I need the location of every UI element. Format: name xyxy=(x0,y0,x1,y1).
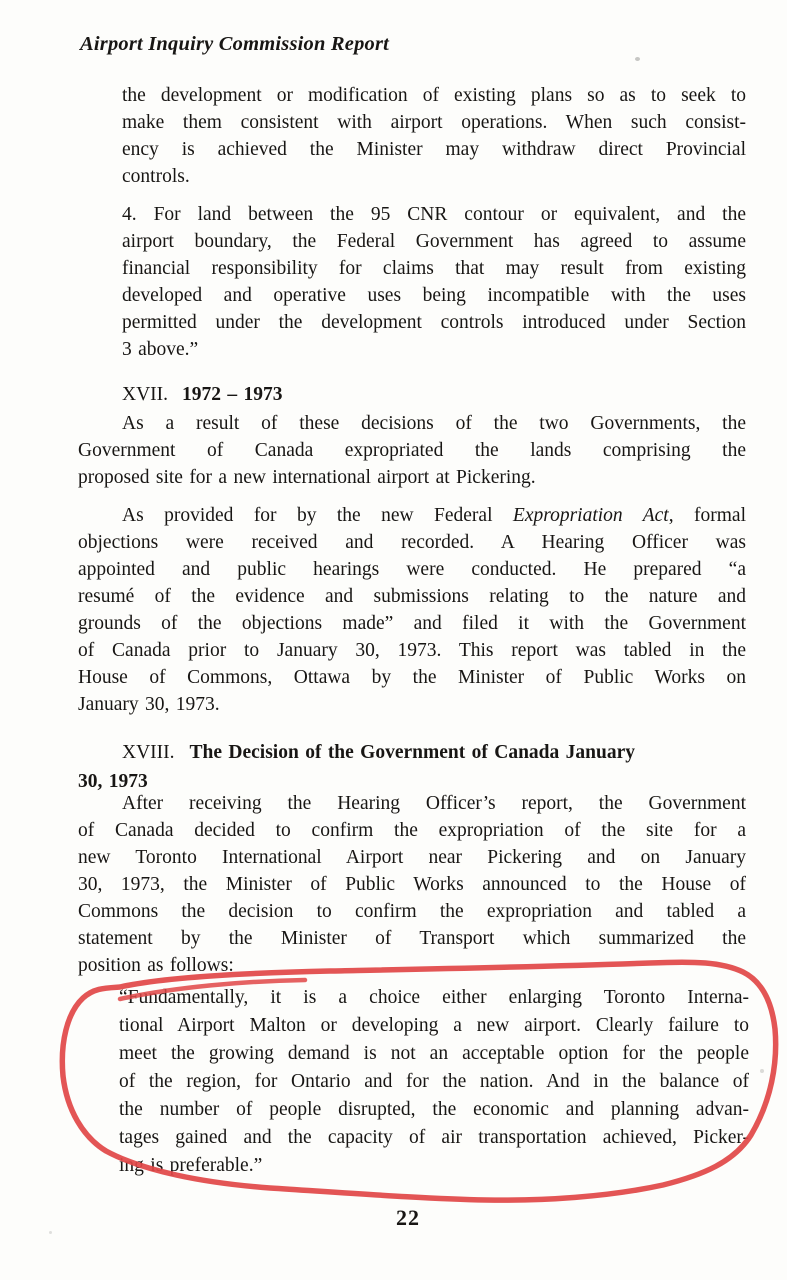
text-line: meet the growing demand is not an acceptable option for the people xyxy=(119,1043,749,1064)
text-line: the development or modification of existing plans so as to seek to xyxy=(122,85,746,106)
scan-speck xyxy=(635,57,640,61)
text-line: appointed and public hearings were conducted. He prepared “a xyxy=(78,559,746,580)
ministerial-quote xyxy=(119,984,749,1180)
text-line: tional Airport Malton or developing a new airport. Clearly failure to xyxy=(119,1015,749,1036)
text-line: position as follows: xyxy=(78,955,234,976)
text-line: developed and operative uses being incompatible with the uses xyxy=(122,285,746,306)
section-numeral: XVIII. xyxy=(122,742,175,763)
text-line: tages gained and the capacity of air transportation achieved, Picker- xyxy=(119,1127,749,1148)
section-heading-xvii xyxy=(122,381,746,408)
text-line: objections were received and recorded. A Hearing Officer was xyxy=(78,532,746,553)
text-line: Commons the decision to confirm the expropriation and tabled a xyxy=(78,901,746,922)
text-segment: , formal xyxy=(668,505,747,526)
text-line: 4. For land between the 95 CNR contour or equivalent, and the xyxy=(122,204,746,225)
text-line: As a result of these decisions of the two Governments, the xyxy=(122,413,746,434)
section-title-continued: 30, 1973 xyxy=(78,771,148,792)
paragraph-decision xyxy=(78,790,746,979)
text-line: permitted under the development controls introduced under Section xyxy=(122,312,746,333)
paragraph-hearing-officer xyxy=(78,502,746,718)
text-line: financial responsibility for claims that may result from existing xyxy=(122,258,746,279)
section-heading-xviii xyxy=(78,738,746,796)
section-title: 1972 – 1973 xyxy=(182,384,283,405)
scan-speck xyxy=(49,1231,52,1234)
text-line: make them consistent with airport operations. When such consist- xyxy=(122,112,746,133)
text-line: controls. xyxy=(122,166,190,187)
text-line: of Canada prior to January 30, 1973. This report was tabled in the xyxy=(78,640,746,661)
text-line: resumé of the evidence and submissions relating to the nature and xyxy=(78,586,746,607)
text-line: Government of Canada expropriated the lands comprising the xyxy=(78,440,746,461)
paragraph-development-controls xyxy=(122,82,746,190)
text-line: House of Commons, Ottawa by the Minister of Public Works on xyxy=(78,667,746,688)
text-line: airport boundary, the Federal Government has agreed to assume xyxy=(122,231,746,252)
paragraph-item-4 xyxy=(122,201,746,363)
text-line: proposed site for a new international airport at Pickering. xyxy=(78,467,536,488)
text-line: grounds of the objections made” and filed it with the Government xyxy=(78,613,746,634)
text-line: January 30, 1973. xyxy=(78,694,220,715)
text-line: “Fundamentally, it is a choice either enlarging Toronto Interna- xyxy=(119,987,749,1008)
text-line: new Toronto International Airport near Pickering and on January xyxy=(78,847,746,868)
text-line: ency is achieved the Minister may withdraw direct Provincial xyxy=(122,139,746,160)
text-line: the number of people disrupted, the economic and planning advan- xyxy=(119,1099,749,1120)
text-line: 30, 1973, the Minister of Public Works announced to the House of xyxy=(78,874,746,895)
text-line: After receiving the Hearing Officer’s report, the Government xyxy=(122,793,746,814)
text-line: statement by the Minister of Transport which summarized the xyxy=(78,928,746,949)
section-numeral: XVII. xyxy=(122,384,169,405)
text-line: 3 above.” xyxy=(122,339,199,360)
scan-speck xyxy=(760,1069,764,1073)
heading-line xyxy=(78,738,746,767)
act-name-italic: Expropriation Act xyxy=(512,505,669,526)
paragraph-expropriation xyxy=(78,410,746,491)
text-line: ing is preferable.” xyxy=(119,1155,263,1176)
text-line: of Canada decided to confirm the expropriation of the site for a xyxy=(78,820,746,841)
section-title: The Decision of the Government of Canada January xyxy=(189,742,635,763)
running-header: Airport Inquiry Commission Report xyxy=(80,33,390,55)
text-line xyxy=(78,502,746,529)
text-segment: As provided for by the new Federal xyxy=(122,505,513,526)
page-number: 22 xyxy=(396,1205,420,1230)
text-line: of the region, for Ontario and for the nation. And in the balance of xyxy=(119,1071,749,1092)
